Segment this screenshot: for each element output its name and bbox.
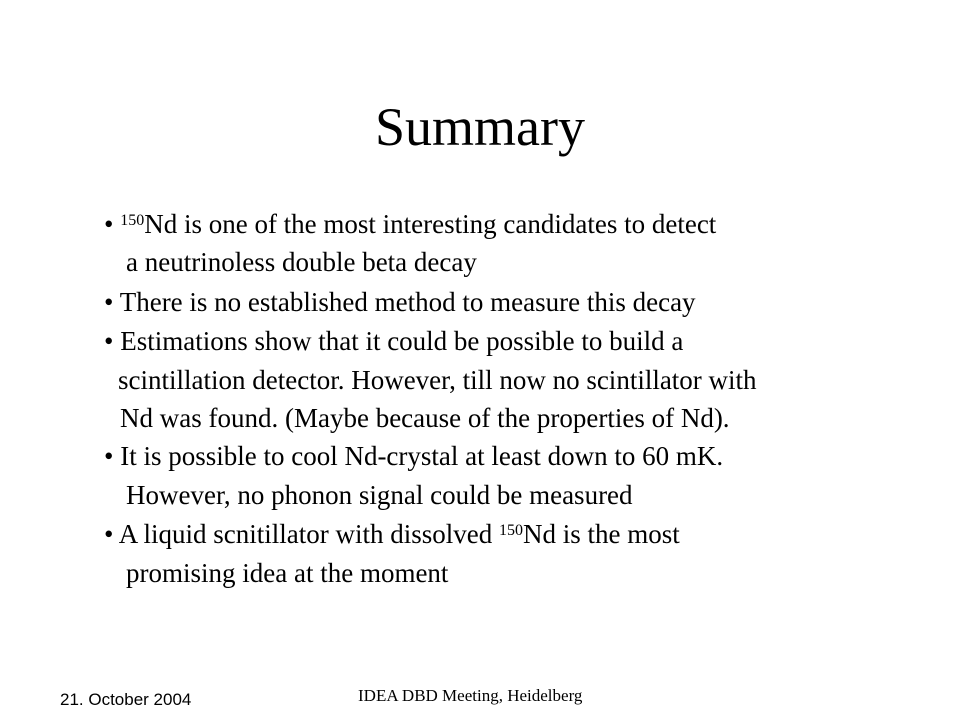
bullet-text: Estimations show that it could be possible to build a xyxy=(120,326,684,356)
bullet-3-line-3: Nd was found. (Maybe because of the properties of Nd). xyxy=(120,403,730,433)
bullet-2-line-1 xyxy=(104,284,696,320)
bullet-marker: • xyxy=(104,287,114,317)
bullet-5-line-1 xyxy=(104,516,680,552)
bullet-text: Nd is one of the most interesting candidates to detect xyxy=(144,209,717,239)
isotope-mass-number: 150 xyxy=(120,212,145,229)
bullet-text: There is no established method to measure this decay xyxy=(119,287,696,317)
bullet-1-line-2: a neutrinoless double beta decay xyxy=(126,247,477,277)
bullet-3-line-1 xyxy=(104,323,683,359)
bullet-text: It is possible to cool Nd-crystal at least down to 60 mK. xyxy=(120,441,724,471)
slide-title: Summary xyxy=(375,97,585,157)
footer-date: 21. October 2004 xyxy=(60,690,192,709)
bullet-marker: • xyxy=(104,326,114,356)
isotope-mass-number: 150 xyxy=(498,522,523,539)
bullet-1-line-1 xyxy=(104,206,716,242)
bullet-4-line-2: However, no phonon signal could be measured xyxy=(126,480,633,510)
footer-meeting: IDEA DBD Meeting, Heidelberg xyxy=(358,686,583,705)
bullet-3-line-2: scintillation detector. However, till now no scintillator with xyxy=(118,365,757,395)
bullet-text: A liquid scnitillator with dissolved xyxy=(118,519,499,549)
bullet-text-continued: Nd is the most xyxy=(522,519,680,549)
bullet-marker: • xyxy=(104,519,114,549)
bullet-5-line-2: promising idea at the moment xyxy=(126,558,449,588)
bullet-marker: • xyxy=(104,209,114,239)
bullet-4-line-1 xyxy=(104,438,723,474)
bullet-marker: • xyxy=(104,441,114,471)
